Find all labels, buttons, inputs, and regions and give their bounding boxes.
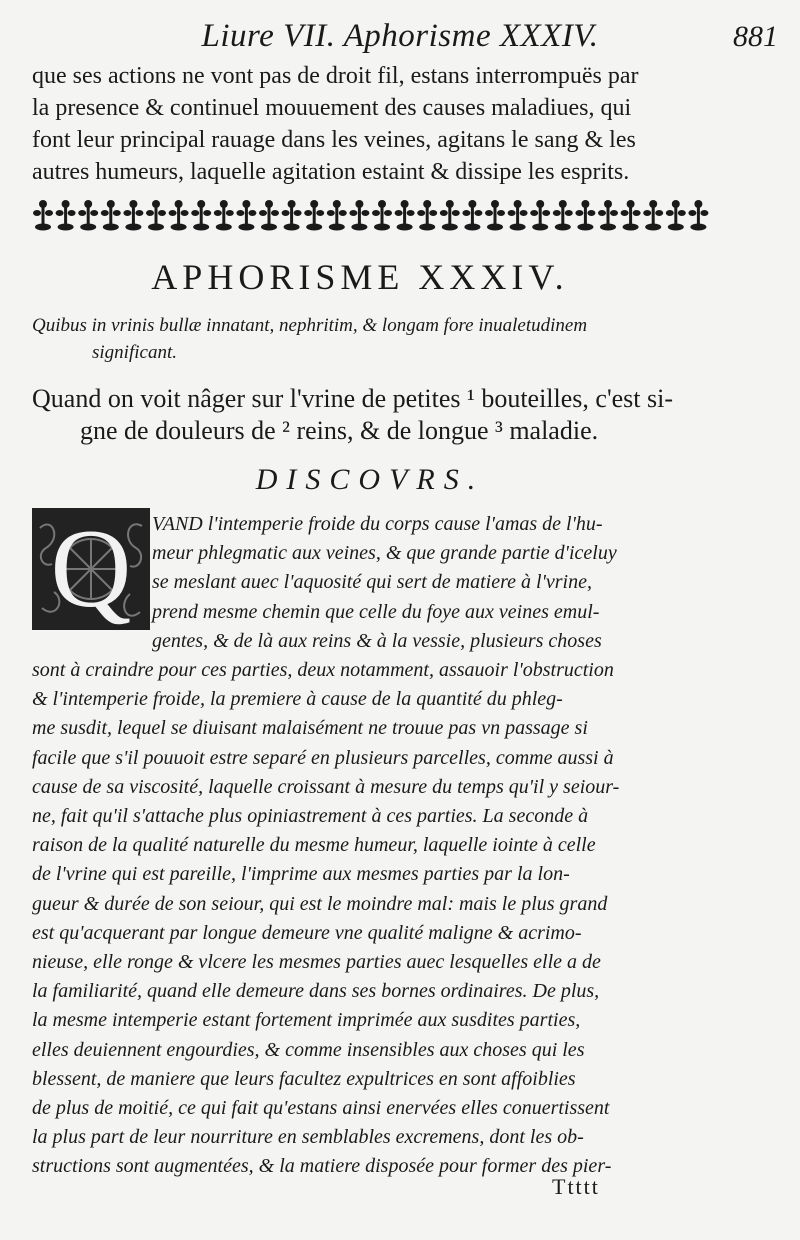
drop-cap-letter: Q (50, 507, 132, 631)
fleuron-icon (666, 200, 686, 231)
fleuron-icon (688, 200, 708, 231)
french-aphorism (32, 383, 710, 447)
text-line: de plus de moitié, ce qui fait qu'estans ainsi enervées elles conuertissent (32, 1097, 610, 1120)
ornament-band (32, 196, 710, 234)
fleuron-icon (508, 200, 528, 231)
fleuron-icon (349, 200, 369, 231)
fleuron-icon (191, 200, 211, 231)
fleuron-icon (304, 200, 324, 231)
text-line: ne, fait qu'il s'attache plus opiniastrement à ces parties. La seconde à (32, 805, 589, 828)
text-line: & l'intemperie froide, la premiere à cause de la quantité du phleg- (32, 688, 563, 711)
text-line: est qu'acquerant par longue demeure vne qualité maligne & acrimo- (32, 921, 582, 944)
text-line: nieuse, elle ronge & vlcere les mesmes parties auec lesquelles elle a de (32, 951, 601, 974)
text-line: me susdit, lequel se diuisant malaisément ne trouue pas vn passage si (32, 717, 588, 740)
text-line: significant. (92, 342, 177, 363)
page-number: 881 (733, 20, 778, 53)
text-line: autres humeurs, laquelle agitation estaint & dissipe les esprits. (32, 159, 630, 185)
text-line: meur phlegmatic aux veines, & que grande partie d'iceluy (152, 542, 617, 565)
text-line: gne de douleurs de ² reins, & de longue ³ maladie. (80, 416, 599, 445)
text-line: structions sont augmentées, & la matiere disposée pour former des pier- (32, 1155, 612, 1178)
fleuron-icon (575, 200, 595, 231)
fleuron-icon (417, 200, 437, 231)
fleuron-icon (643, 200, 663, 231)
fleuron-icon (440, 200, 460, 231)
fleuron-icon (282, 200, 302, 231)
running-head: Liure VII. Aphorisme XXXIV. (201, 18, 599, 54)
previous-paragraph (32, 60, 710, 188)
fleuron-icon (56, 200, 76, 231)
latin-aphorism (32, 312, 710, 366)
fleuron-icon (214, 200, 234, 231)
text-line: gueur & durée de son seiour, qui est le moindre mal: mais le plus grand (32, 892, 608, 915)
text-line: cause de sa viscosité, laquelle croissant à mesure du temps qu'il y seiour- (32, 775, 620, 798)
fleuron-icon (530, 200, 550, 231)
aphorism-title: APHORISME XXXIV. (151, 257, 569, 297)
text-line: VAND l'intemperie froide du corps cause l'amas de l'hu- (152, 513, 603, 535)
text-line: font leur principal rauage dans les veines, agitans le sang & les (32, 127, 636, 153)
fleuron-icon (169, 200, 189, 231)
fleuron-icon (621, 200, 641, 231)
text-line: la familiarité, quand elle demeure dans ses bornes ordinaires. De plus, (32, 980, 600, 1003)
discourse-title: DISCOVRS. (255, 463, 485, 496)
fleuron-icon (395, 200, 415, 231)
fleuron-icon (259, 200, 279, 231)
fleuron-icon (598, 200, 618, 231)
text-line: blessent, de maniere que leurs facultez expultrices en sont affoiblies (32, 1067, 576, 1090)
text-line: la plus part de leur nourriture en semblables excremens, dont les ob- (32, 1126, 584, 1149)
fleuron-icon (485, 200, 505, 231)
text-line: Quand on voit nâger sur l'vrine de petites ¹ bouteilles, c'est si- (32, 384, 674, 413)
fleuron-icon (372, 200, 392, 231)
fleuron-icon (123, 200, 143, 231)
fleuron-icon (101, 200, 121, 231)
fleuron-icon (146, 200, 166, 231)
text-line: facile que s'il pouuoit estre separé en plusieurs parcelles, comme aussi à (32, 746, 614, 769)
text-line: sont à craindre pour ces parties, deux notamment, assauoir l'obstruction (32, 659, 614, 682)
text-line: gentes, & de là aux reins & à la vessie, plusieurs choses (152, 629, 602, 652)
text-line: prend mesme chemin que celle du foye aux veines emul- (152, 600, 600, 623)
fleuron-icon (33, 200, 53, 231)
text-line: elles deuiennent engourdies, & comme insensibles aux choses qui les (32, 1038, 585, 1061)
text-line: la mesme intemperie estant fortement imprimée aux susdites parties, (32, 1009, 581, 1032)
text-line: Quibus in vrinis bullæ innatant, nephritim, & longam fore inualetudinem (32, 315, 588, 336)
text-line: raison de la qualité naturelle du mesme humeur, laquelle iointe à celle (32, 834, 596, 857)
discourse-body (32, 507, 712, 1182)
text-line: la presence & continuel mouuement des causes maladiues, qui (32, 95, 632, 121)
fleuron-icon (553, 200, 573, 231)
fleuron-icon (236, 200, 256, 231)
fleuron-icon (78, 200, 98, 231)
text-line: se meslant auec l'aquosité qui sert de matiere à l'vrine, (152, 571, 592, 594)
fleuron-icon (462, 200, 482, 231)
signature-mark: Ttttt (552, 1174, 600, 1199)
text-line: que ses actions ne vont pas de droit fil, estans interrompuës par (32, 63, 639, 89)
text-line: de l'vrine qui est pareille, l'imprime aux mesmes parties par la lon- (32, 863, 570, 886)
fleuron-icon (327, 200, 347, 231)
